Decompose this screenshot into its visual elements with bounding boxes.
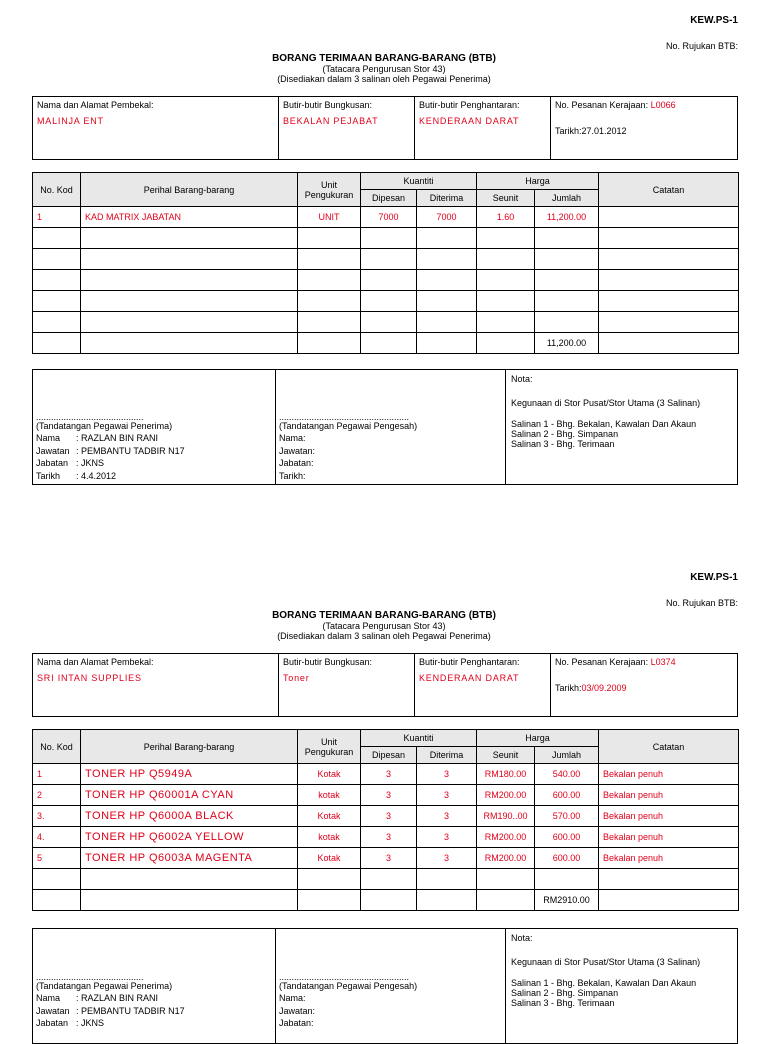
col-diterima: Diterima (417, 190, 477, 207)
row-catatan (599, 869, 739, 890)
row-perihal (81, 312, 298, 333)
nota-cell (506, 929, 737, 1043)
row-kod (33, 312, 81, 333)
row-unit (298, 291, 361, 312)
row-seunit: RM190..00 (477, 806, 535, 827)
nota-salinan-3: Salinan 3 - Bhg. Terimaan (511, 998, 615, 1008)
row-catatan (599, 207, 739, 228)
penerima-jabatan-row (36, 1017, 185, 1030)
row-dipesan: 3 (361, 764, 417, 785)
penghantaran-value: KENDERAAN DARAT (419, 673, 520, 683)
signature-section (32, 369, 738, 485)
signature-section (32, 928, 738, 1044)
row-unit (298, 228, 361, 249)
pesanan-cell (551, 654, 737, 716)
pembekal-label: Nama dan Alamat Pembekal: (37, 100, 154, 110)
form-title-block (0, 53, 768, 84)
pengesah-cell (276, 370, 506, 484)
row-perihal (81, 228, 298, 249)
nota-salinan-3: Salinan 3 - Bhg. Terimaan (511, 439, 615, 449)
bungkusan-label: Butir-butir Bungkusan: (283, 100, 373, 110)
row-jumlah: 600.00 (535, 848, 599, 869)
row-dipesan (361, 249, 417, 270)
form-code: KEW.PS-1 (690, 572, 738, 583)
row-seunit (477, 312, 535, 333)
pesanan-cell (551, 97, 737, 159)
row-jumlah (535, 312, 599, 333)
row-catatan (599, 312, 739, 333)
col-nokod: No. Kod (33, 173, 81, 207)
row-unit: kotak (298, 827, 361, 848)
table-row (33, 291, 739, 312)
row-perihal: TONER HP Q60001A CYAN (81, 785, 298, 806)
nama-label: Nama (36, 433, 61, 443)
penerima-jawatan-row (36, 1005, 185, 1018)
row-catatan (599, 890, 739, 911)
row-kod: 3. (33, 806, 81, 827)
tarikh-line (555, 126, 733, 136)
row-kod: 5 (33, 848, 81, 869)
row-unit (298, 312, 361, 333)
items-table (32, 172, 739, 354)
row-unit: Kotak (298, 764, 361, 785)
row-dipesan (361, 228, 417, 249)
row-seunit: RM200.00 (477, 827, 535, 848)
row-dipesan: 3 (361, 827, 417, 848)
jawatan-label: Jawatan (36, 445, 70, 456)
row-kod (33, 228, 81, 249)
penerima-nama: : RAZLAN BIN RANI (76, 433, 159, 443)
row-seunit: RM200.00 (477, 785, 535, 806)
row-catatan (599, 228, 739, 249)
nota-cell (506, 370, 737, 484)
pesanan-line (555, 657, 733, 667)
pengesah-nama: Nama: (279, 433, 306, 443)
row-seunit (477, 333, 535, 354)
pesanan-label: No. Pesanan Kerajaan: (555, 657, 649, 667)
penerima-jabatan: : JKNS (76, 458, 105, 468)
col-jumlah: Jumlah (535, 747, 599, 764)
row-catatan: Bekalan penuh (599, 848, 739, 869)
pengesah-jabatan: Jabatan: (279, 458, 314, 468)
row-catatan: Bekalan penuh (599, 785, 739, 806)
row-dipesan: 3 (361, 785, 417, 806)
row-diterima (417, 869, 477, 890)
row-diterima (417, 270, 477, 291)
table-row (33, 228, 739, 249)
row-perihal (81, 249, 298, 270)
penerima-jabatan-row (36, 457, 185, 470)
tarikh-label: Tarikh: (555, 126, 582, 136)
items-body (33, 207, 739, 354)
penerima-title: (Tandatangan Pegawai Penerima) (36, 420, 173, 431)
nota-kegunaan: Kegunaan di Stor Pusat/Stor Utama (3 Salinan) (511, 398, 701, 408)
row-dipesan (361, 291, 417, 312)
row-jumlah: 11,200.00 (535, 333, 599, 354)
pengesah-signature-line: .................................................... (279, 412, 410, 422)
penerima-jawatan: : PEMBANTU TADBIR N17 (76, 445, 185, 456)
row-perihal: TONER HP Q6000A BLACK (81, 806, 298, 827)
pengesah-jabatan: Jabatan: (279, 1018, 314, 1028)
col-perihal: Perihal Barang-barang (81, 173, 298, 207)
col-perihal: Perihal Barang-barang (81, 730, 298, 764)
penerima-nama-row (36, 432, 185, 445)
row-perihal: TONER HP Q5949A (81, 764, 298, 785)
row-unit (298, 869, 361, 890)
tarikh-label: Tarikh (36, 470, 61, 481)
row-kod (33, 869, 81, 890)
row-perihal: TONER HP Q6002A YELLOW (81, 827, 298, 848)
row-catatan (599, 270, 739, 291)
row-diterima (417, 228, 477, 249)
tarikh-line (555, 683, 733, 693)
items-table (32, 729, 739, 911)
col-catatan: Catatan (599, 730, 739, 764)
row-dipesan (361, 869, 417, 890)
penerima-signature-line: ........................................... (36, 412, 144, 422)
row-kod (33, 249, 81, 270)
row-seunit (477, 270, 535, 291)
row-diterima: 3 (417, 848, 477, 869)
bungkusan-value: Toner (283, 673, 310, 683)
row-unit: UNIT (298, 207, 361, 228)
form-title: BORANG TERIMAAN BARANG-BARANG (BTB) (272, 53, 496, 64)
row-diterima (417, 312, 477, 333)
col-nokod: No. Kod (33, 730, 81, 764)
supplier-header (32, 96, 738, 160)
nota-salinan-2: Salinan 2 - Bhg. Simpanan (511, 429, 619, 439)
form-code: KEW.PS-1 (690, 15, 738, 26)
row-dipesan: 3 (361, 848, 417, 869)
pengesah-title: (Tandatangan Pegawai Pengesah) (279, 980, 418, 991)
col-seunit: Seunit (477, 190, 535, 207)
penerima-block (36, 411, 185, 482)
penghantaran-label: Butir-butir Penghantaran: (419, 657, 520, 667)
form-title-block (0, 610, 768, 641)
table-row (33, 207, 739, 228)
form-title: BORANG TERIMAAN BARANG-BARANG (BTB) (272, 610, 496, 621)
row-dipesan (361, 890, 417, 911)
form-subtitle-2: (Disediakan dalam 3 salinan oleh Pegawai Penerima) (277, 631, 491, 641)
row-perihal (81, 890, 298, 911)
row-dipesan: 3 (361, 806, 417, 827)
col-unit: Unit Pengukuran (298, 730, 361, 764)
row-perihal (81, 869, 298, 890)
nota-label: Nota: (511, 933, 533, 943)
row-catatan: Bekalan penuh (599, 827, 739, 848)
row-perihal: TONER HP Q6003A MAGENTA (81, 848, 298, 869)
row-diterima: 3 (417, 764, 477, 785)
row-diterima: 7000 (417, 207, 477, 228)
nota-salinan-2: Salinan 2 - Bhg. Simpanan (511, 988, 619, 998)
pengesah-nama: Nama: (279, 993, 306, 1003)
col-jumlah: Jumlah (535, 190, 599, 207)
table-row (33, 848, 739, 869)
penerima-cell (33, 929, 276, 1043)
row-jumlah (535, 270, 599, 291)
row-unit (298, 270, 361, 291)
tarikh-label: Tarikh: (555, 683, 582, 693)
row-kod: 2 (33, 785, 81, 806)
row-kod (33, 291, 81, 312)
row-perihal (81, 291, 298, 312)
col-harga: Harga (477, 173, 599, 190)
pesanan-label: No. Pesanan Kerajaan: (555, 100, 649, 110)
row-perihal (81, 333, 298, 354)
row-diterima: 3 (417, 827, 477, 848)
penghantaran-cell (415, 654, 551, 716)
col-catatan: Catatan (599, 173, 739, 207)
row-jumlah: 11,200.00 (535, 207, 599, 228)
row-perihal: KAD MATRIX JABATAN (81, 207, 298, 228)
table-row (33, 270, 739, 291)
pesanan-line (555, 100, 733, 110)
pembekal-label: Nama dan Alamat Pembekal: (37, 657, 154, 667)
col-dipesan: Dipesan (361, 190, 417, 207)
penerima-nama-row (36, 992, 185, 1005)
row-kod: 1 (33, 207, 81, 228)
row-kod (33, 270, 81, 291)
row-kod (33, 333, 81, 354)
table-row (33, 333, 739, 354)
penerima-signature-line: ........................................... (36, 972, 144, 982)
row-jumlah (535, 291, 599, 312)
row-seunit: RM180.00 (477, 764, 535, 785)
col-diterima: Diterima (417, 747, 477, 764)
row-catatan: Bekalan penuh (599, 806, 739, 827)
penerima-cell (33, 370, 276, 484)
row-kod (33, 890, 81, 911)
pembekal-cell (33, 654, 279, 716)
row-dipesan (361, 270, 417, 291)
table-row (33, 890, 739, 911)
col-dipesan: Dipesan (361, 747, 417, 764)
supplier-header (32, 653, 738, 717)
penghantaran-value: KENDERAAN DARAT (419, 116, 520, 126)
table-row (33, 785, 739, 806)
table-row (33, 806, 739, 827)
penerima-jabatan: : JKNS (76, 1018, 105, 1028)
pembekal-value: MALINJA ENT (37, 116, 104, 126)
table-row (33, 249, 739, 270)
penghantaran-cell (415, 97, 551, 159)
row-jumlah (535, 869, 599, 890)
row-unit (298, 249, 361, 270)
pengesah-jawatan: Jawatan: (279, 445, 316, 456)
table-row (33, 869, 739, 890)
row-seunit (477, 249, 535, 270)
jabatan-label: Jabatan (36, 458, 69, 468)
pesanan-value: L0374 (650, 657, 676, 667)
row-unit (298, 333, 361, 354)
nota-salinan-1: Salinan 1 - Bhg. Bekalan, Kawalan Dan Akaun (511, 978, 697, 988)
row-dipesan: 7000 (361, 207, 417, 228)
row-seunit (477, 869, 535, 890)
row-jumlah: 600.00 (535, 785, 599, 806)
form-subtitle-2: (Disediakan dalam 3 salinan oleh Pegawai Penerima) (277, 74, 491, 84)
row-unit: Kotak (298, 848, 361, 869)
row-diterima: 3 (417, 785, 477, 806)
penerima-nama: : RAZLAN BIN RANI (76, 993, 159, 1003)
table-row (33, 312, 739, 333)
row-unit: Kotak (298, 806, 361, 827)
row-diterima (417, 890, 477, 911)
pengesah-block (279, 411, 417, 482)
pembekal-value: SRI INTAN SUPPLIES (37, 673, 142, 683)
col-kuantiti: Kuantiti (361, 173, 477, 190)
row-perihal (81, 270, 298, 291)
jabatan-label: Jabatan (36, 1018, 69, 1028)
row-jumlah: 540.00 (535, 764, 599, 785)
pengesah-block (279, 971, 417, 1030)
form-subtitle-1: (Tatacara Pengurusan Stor 43) (322, 64, 446, 74)
row-jumlah (535, 228, 599, 249)
row-diterima: 3 (417, 806, 477, 827)
nota-salinan-1: Salinan 1 - Bhg. Bekalan, Kawalan Dan Akaun (511, 419, 697, 429)
pengesah-signature-line: .................................................... (279, 972, 410, 982)
pembekal-cell (33, 97, 279, 159)
row-seunit (477, 890, 535, 911)
col-kuantiti: Kuantiti (361, 730, 477, 747)
table-row (33, 764, 739, 785)
row-seunit: RM200.00 (477, 848, 535, 869)
pengesah-title: (Tandatangan Pegawai Pengesah) (279, 420, 418, 431)
row-dipesan (361, 312, 417, 333)
jawatan-label: Jawatan (36, 1005, 70, 1016)
penerima-jawatan-row (36, 445, 185, 458)
nama-label: Nama (36, 993, 61, 1003)
nota-label: Nota: (511, 374, 533, 384)
pengesah-tarikh: Tarikh: (279, 470, 306, 481)
tarikh-value: 03/09.2009 (581, 683, 627, 693)
row-jumlah (535, 249, 599, 270)
row-unit: kotak (298, 785, 361, 806)
col-unit: Unit Pengukuran (298, 173, 361, 207)
row-catatan (599, 291, 739, 312)
pengesah-cell (276, 929, 506, 1043)
row-jumlah: RM2910.00 (535, 890, 599, 911)
bungkusan-label: Butir-butir Bungkusan: (283, 657, 373, 667)
rujukan-label: No. Rujukan BTB: (665, 41, 738, 51)
tarikh-value: 27.01.2012 (581, 126, 627, 136)
row-diterima (417, 291, 477, 312)
penerima-title: (Tandatangan Pegawai Penerima) (36, 980, 173, 991)
form-subtitle-1: (Tatacara Pengurusan Stor 43) (322, 621, 446, 631)
table-row (33, 827, 739, 848)
row-seunit (477, 291, 535, 312)
col-seunit: Seunit (477, 747, 535, 764)
row-catatan (599, 333, 739, 354)
penerima-tarikh-row (36, 470, 185, 483)
row-seunit (477, 228, 535, 249)
col-harga: Harga (477, 730, 599, 747)
nota-kegunaan: Kegunaan di Stor Pusat/Stor Utama (3 Salinan) (511, 957, 701, 967)
penghantaran-label: Butir-butir Penghantaran: (419, 100, 520, 110)
penerima-block (36, 971, 185, 1030)
rujukan-label: No. Rujukan BTB: (665, 598, 738, 608)
items-body (33, 764, 739, 911)
row-diterima (417, 249, 477, 270)
penerima-tarikh: : 4.4.2012 (76, 470, 117, 481)
penerima-jawatan: : PEMBANTU TADBIR N17 (76, 1005, 185, 1016)
row-catatan (599, 249, 739, 270)
row-seunit: 1.60 (477, 207, 535, 228)
bungkusan-cell (279, 97, 415, 159)
row-jumlah: 600.00 (535, 827, 599, 848)
pengesah-jawatan: Jawatan: (279, 1005, 316, 1016)
pesanan-value: L0066 (650, 100, 676, 110)
row-kod: 1 (33, 764, 81, 785)
bungkusan-value: BEKALAN PEJABAT (283, 116, 379, 126)
bungkusan-cell (279, 654, 415, 716)
row-jumlah: 570.00 (535, 806, 599, 827)
row-catatan: Bekalan penuh (599, 764, 739, 785)
row-dipesan (361, 333, 417, 354)
row-kod: 4. (33, 827, 81, 848)
row-diterima (417, 333, 477, 354)
row-unit (298, 890, 361, 911)
